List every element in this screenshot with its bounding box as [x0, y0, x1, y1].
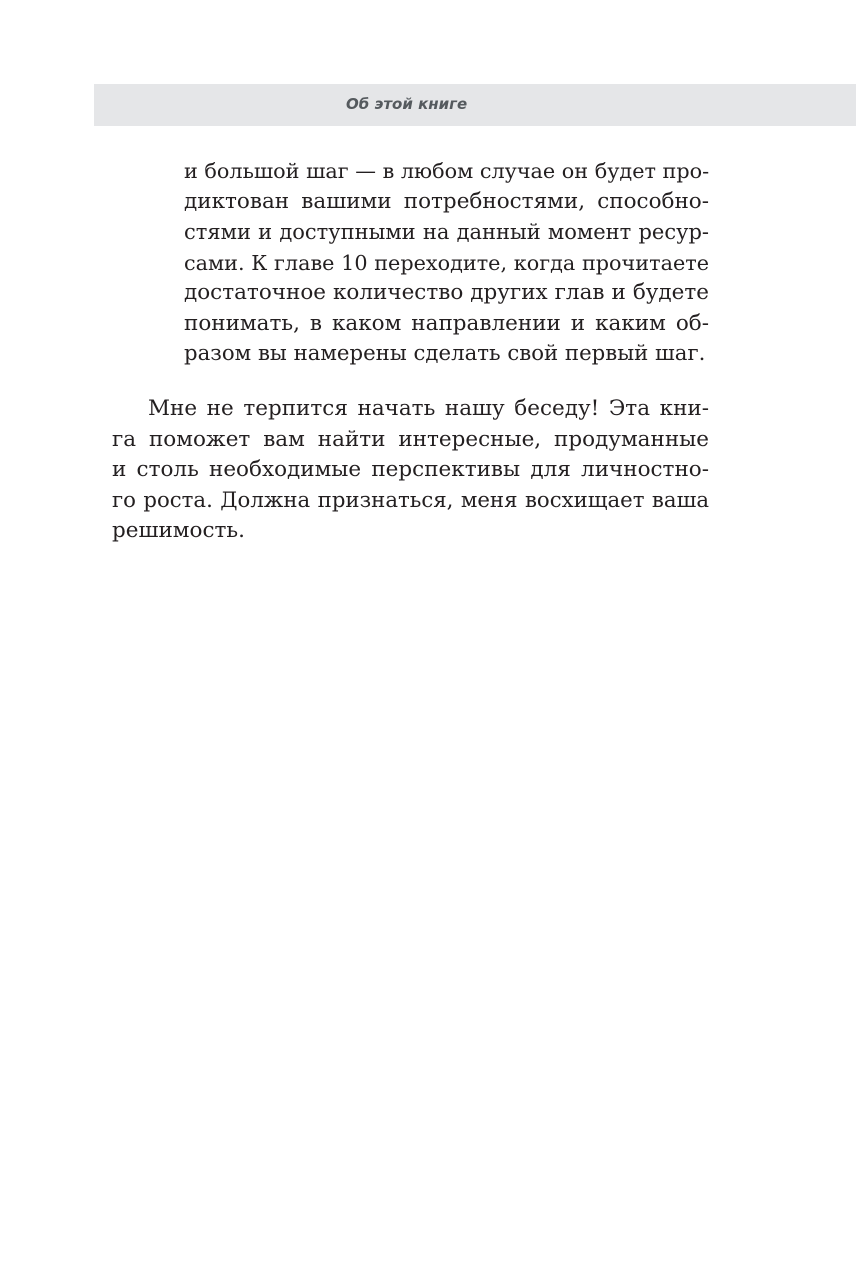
paragraph-line: и столь необходимые перспективы для личностно- [112, 457, 709, 482]
paragraph-line: решимость. [112, 518, 245, 543]
closing-paragraph [112, 394, 709, 547]
paragraph-line: га поможет вам найти интересные, продуманные [112, 426, 709, 452]
paragraph-line: диктован вашими потребностями, способно- [184, 188, 709, 214]
paragraph-line: Мне не терпится начать нашу беседу! Эта кни- [148, 396, 709, 421]
running-header [94, 84, 856, 126]
paragraph-line: стями и доступными на данный момент ресур- [184, 220, 709, 244]
paragraph-line: го роста. Должна признаться, меня восхищает ваша [112, 487, 709, 513]
paragraph-line: сами. К главе 10 переходите, когда прочитаете [184, 250, 709, 275]
paragraph-line: и большой шаг — в любом случае он будет про- [184, 159, 709, 183]
indented-paragraph [184, 156, 709, 370]
paragraph-line: разом вы намерены сделать свой первый шаг. [184, 341, 706, 366]
paragraph-line: понимать, в каком направлении и каким об- [184, 310, 709, 336]
paragraph-line: достаточное количество других глав и будете [184, 280, 709, 305]
running-header-title: Об этой книге [346, 95, 468, 113]
